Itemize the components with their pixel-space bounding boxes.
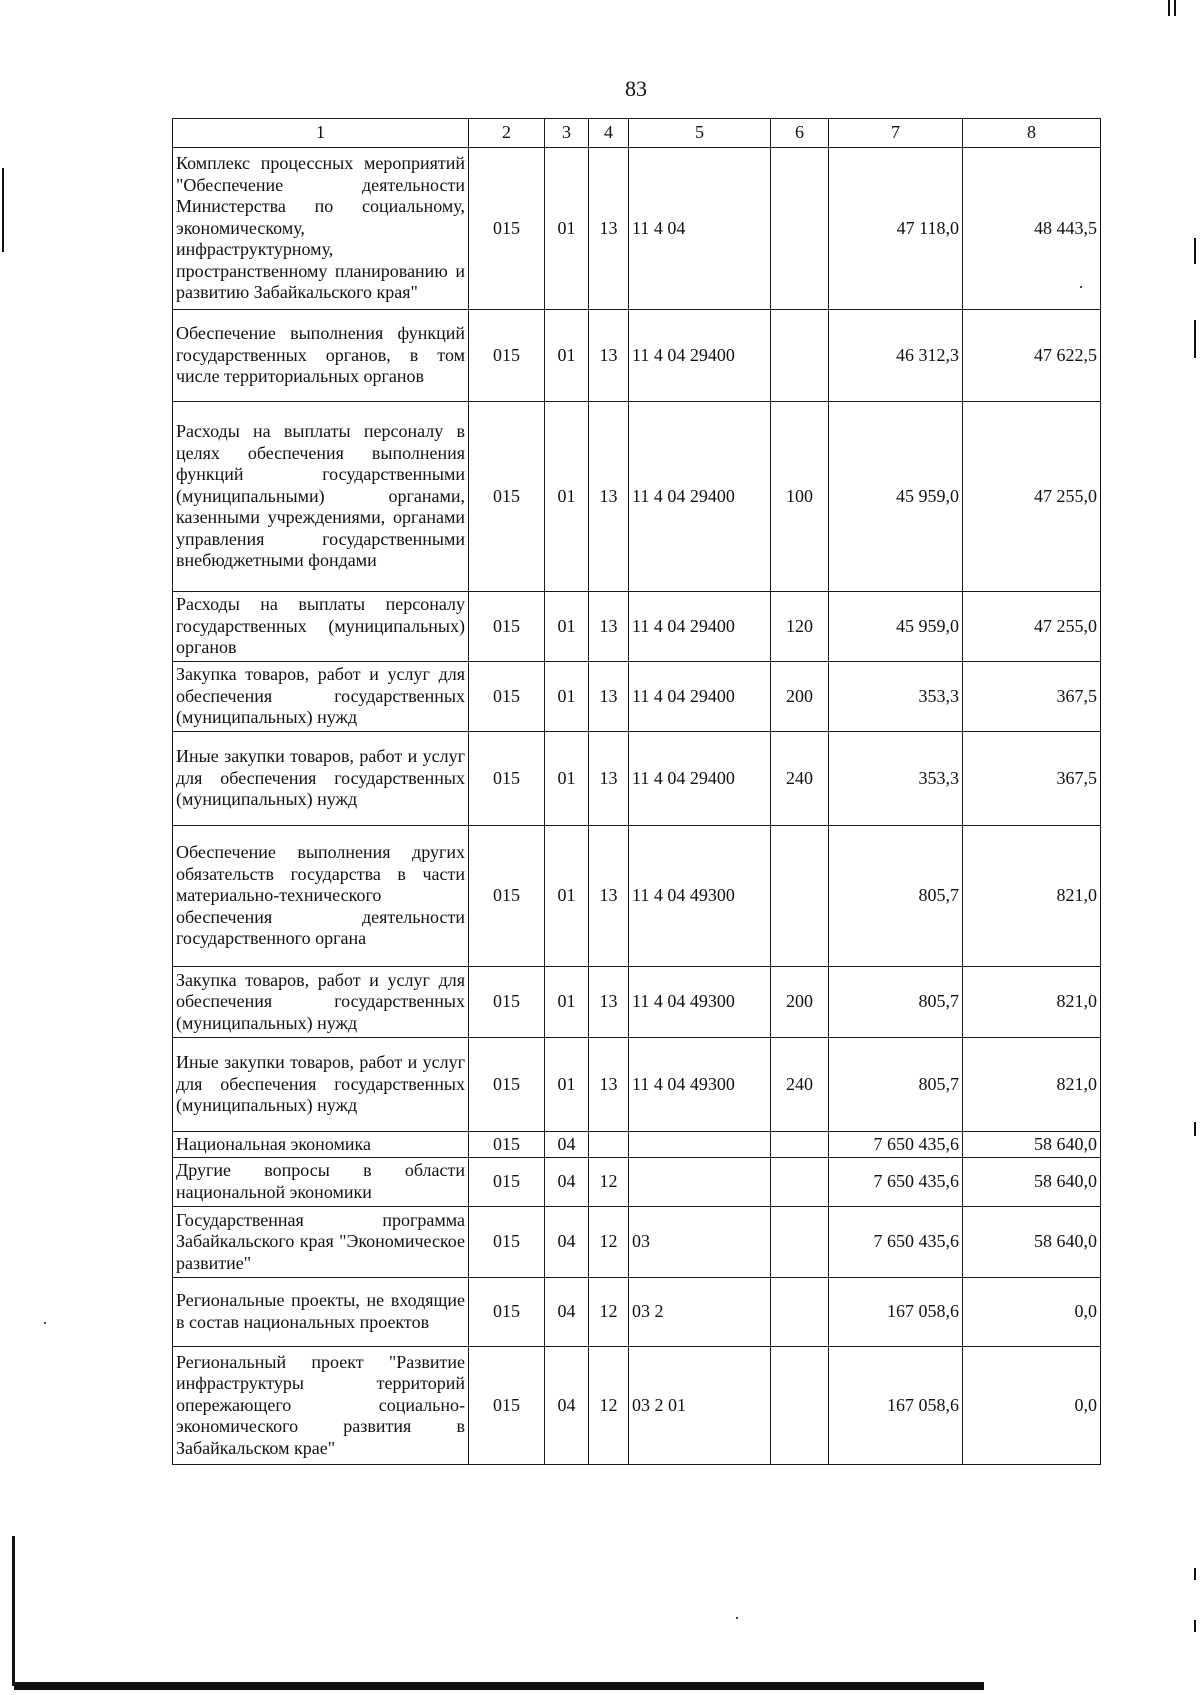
cell-subsection: 12 — [589, 1207, 629, 1278]
cell-expense-type — [771, 826, 829, 967]
cell-section: 01 — [545, 148, 589, 310]
cell-amount-year2: 47 622,5 — [963, 310, 1101, 402]
cell-target-article: 11 4 04 — [629, 148, 771, 310]
cell-subsection: 13 — [589, 732, 629, 826]
table-row — [173, 1158, 1101, 1207]
cell-target-article: 11 4 04 49300 — [629, 826, 771, 967]
table-row — [173, 592, 1101, 662]
row-name: Другие вопросы в области национальной экономики — [173, 1158, 469, 1207]
cell-subsection: 12 — [589, 1347, 629, 1465]
header-col-4: 4 — [589, 119, 629, 148]
cell-section: 04 — [545, 1207, 589, 1278]
cell-amount-year1: 45 959,0 — [829, 402, 963, 592]
cell-target-article: 11 4 04 29400 — [629, 310, 771, 402]
cell-subsection: 12 — [589, 1158, 629, 1207]
cell-ministry: 015 — [469, 1347, 545, 1465]
header-col-5: 5 — [629, 119, 771, 148]
cell-amount-year2: 367,5 — [963, 732, 1101, 826]
cell-amount-year2: 58 640,0 — [963, 1207, 1101, 1278]
cell-ministry: 015 — [469, 1158, 545, 1207]
cell-subsection: 13 — [589, 662, 629, 732]
cell-amount-year1: 7 650 435,6 — [829, 1207, 963, 1278]
scan-speck — [44, 1322, 46, 1324]
cell-expense-type: 200 — [771, 967, 829, 1038]
cell-amount-year1: 7 650 435,6 — [829, 1158, 963, 1207]
cell-section: 04 — [545, 1132, 589, 1158]
cell-amount-year2: 821,0 — [963, 826, 1101, 967]
cell-subsection: 13 — [589, 967, 629, 1038]
cell-expense-type: 100 — [771, 402, 829, 592]
cell-target-article: 11 4 04 29400 — [629, 732, 771, 826]
cell-subsection: 13 — [589, 310, 629, 402]
scan-edge-right-4 — [1194, 1568, 1196, 1580]
cell-ministry: 015 — [469, 1038, 545, 1132]
row-name: Обеспечение выполнения функций государственных органов, в том числе территориальных органов — [173, 310, 469, 402]
cell-subsection: 13 — [589, 148, 629, 310]
cell-target-article — [629, 1158, 771, 1207]
cell-expense-type: 240 — [771, 1038, 829, 1132]
cell-section: 01 — [545, 967, 589, 1038]
cell-amount-year2: 47 255,0 — [963, 592, 1101, 662]
cell-expense-type: 120 — [771, 592, 829, 662]
scan-edge-left-bottom — [12, 1536, 15, 1686]
table-row — [173, 826, 1101, 967]
cell-amount-year1: 805,7 — [829, 967, 963, 1038]
cell-expense-type: 240 — [771, 732, 829, 826]
cell-expense-type: 200 — [771, 662, 829, 732]
table-row — [173, 967, 1101, 1038]
table-row — [173, 1132, 1101, 1158]
table-row — [173, 1278, 1101, 1347]
cell-expense-type — [771, 1158, 829, 1207]
row-name: Региональные проекты, не входящие в состав национальных проектов — [173, 1278, 469, 1347]
header-row — [173, 119, 1101, 148]
cell-subsection: 13 — [589, 1038, 629, 1132]
row-name: Иные закупки товаров, работ и услуг для обеспечения государственных (муниципальных) нужд — [173, 1038, 469, 1132]
cell-amount-year2: 0,0 — [963, 1347, 1101, 1465]
cell-amount-year1: 167 058,6 — [829, 1347, 963, 1465]
scan-edge-bottom — [14, 1682, 984, 1690]
cell-target-article — [629, 1132, 771, 1158]
cell-expense-type — [771, 1278, 829, 1347]
page-number: 83 — [625, 76, 647, 101]
budget-table — [172, 118, 1101, 1465]
cell-subsection: 13 — [589, 402, 629, 592]
cell-section: 01 — [545, 402, 589, 592]
row-name: Иные закупки товаров, работ и услуг для обеспечения государственных (муниципальных) нужд — [173, 732, 469, 826]
cell-section: 04 — [545, 1278, 589, 1347]
scan-edge-top-right-2 — [1174, 0, 1176, 16]
scan-speck — [736, 1617, 738, 1619]
table-row — [173, 402, 1101, 592]
cell-subsection — [589, 1132, 629, 1158]
cell-target-article: 03 2 — [629, 1278, 771, 1347]
header-col-1: 1 — [173, 119, 469, 148]
row-name: Закупка товаров, работ и услуг для обеспечения государственных (муниципальных) нужд — [173, 967, 469, 1038]
header-col-2: 2 — [469, 119, 545, 148]
cell-target-article: 03 — [629, 1207, 771, 1278]
row-name: Региональный проект "Развитие инфраструктуры территорий опережающего социально-экономического развития в Забайкальском крае" — [173, 1347, 469, 1465]
cell-amount-year2: 0,0 — [963, 1278, 1101, 1347]
cell-amount-year2: 48 443,5 — [963, 148, 1101, 310]
cell-subsection: 13 — [589, 592, 629, 662]
row-name: Обеспечение выполнения других обязательств государства в части материально-технического обеспечения деятельности государственного органа — [173, 826, 469, 967]
cell-ministry: 015 — [469, 826, 545, 967]
cell-expense-type — [771, 310, 829, 402]
cell-target-article: 03 2 01 — [629, 1347, 771, 1465]
cell-target-article: 11 4 04 29400 — [629, 402, 771, 592]
cell-target-article: 11 4 04 29400 — [629, 592, 771, 662]
cell-ministry: 015 — [469, 1278, 545, 1347]
cell-target-article: 11 4 04 49300 — [629, 967, 771, 1038]
cell-expense-type — [771, 148, 829, 310]
table-row — [173, 1207, 1101, 1278]
cell-ministry: 015 — [469, 402, 545, 592]
cell-ministry: 015 — [469, 310, 545, 402]
cell-amount-year2: 821,0 — [963, 967, 1101, 1038]
header-col-7: 7 — [829, 119, 963, 148]
scan-edge-right-5 — [1194, 1620, 1196, 1632]
cell-amount-year1: 7 650 435,6 — [829, 1132, 963, 1158]
scan-speck — [1080, 286, 1082, 288]
cell-subsection: 13 — [589, 826, 629, 967]
cell-section: 01 — [545, 592, 589, 662]
cell-amount-year1: 47 118,0 — [829, 148, 963, 310]
cell-target-article: 11 4 04 29400 — [629, 662, 771, 732]
cell-ministry: 015 — [469, 732, 545, 826]
cell-ministry: 015 — [469, 148, 545, 310]
cell-section: 01 — [545, 1038, 589, 1132]
cell-expense-type — [771, 1132, 829, 1158]
row-name: Расходы на выплаты персоналу в целях обеспечения выполнения функций государственными (муниципальными) органами, казенными учреждениями, органами управления государственными внебюджетными фондами — [173, 402, 469, 592]
cell-amount-year1: 805,7 — [829, 1038, 963, 1132]
scan-edge-right-1 — [1194, 238, 1196, 264]
row-name: Комплекс процессных мероприятий "Обеспечение деятельности Министерства по социальному, экономическому, инфраструктурному, пространственному планированию и развитию Забайкальского края" — [173, 148, 469, 310]
cell-amount-year1: 46 312,3 — [829, 310, 963, 402]
header-col-3: 3 — [545, 119, 589, 148]
table-row — [173, 1347, 1101, 1465]
cell-amount-year1: 167 058,6 — [829, 1278, 963, 1347]
row-name: Расходы на выплаты персоналу государственных (муниципальных) органов — [173, 592, 469, 662]
scan-edge-left-top — [2, 168, 4, 252]
cell-amount-year2: 367,5 — [963, 662, 1101, 732]
cell-amount-year2: 47 255,0 — [963, 402, 1101, 592]
cell-section: 01 — [545, 662, 589, 732]
cell-ministry: 015 — [469, 1132, 545, 1158]
header-col-6: 6 — [771, 119, 829, 148]
cell-section: 04 — [545, 1347, 589, 1465]
cell-subsection: 12 — [589, 1278, 629, 1347]
cell-section: 04 — [545, 1158, 589, 1207]
cell-amount-year1: 805,7 — [829, 826, 963, 967]
cell-amount-year1: 353,3 — [829, 732, 963, 826]
cell-amount-year2: 58 640,0 — [963, 1158, 1101, 1207]
table-row — [173, 732, 1101, 826]
scan-edge-right-3 — [1194, 1122, 1196, 1136]
cell-ministry: 015 — [469, 592, 545, 662]
cell-amount-year2: 58 640,0 — [963, 1132, 1101, 1158]
row-name: Национальная экономика — [173, 1132, 469, 1158]
cell-section: 01 — [545, 310, 589, 402]
cell-section: 01 — [545, 732, 589, 826]
table-row — [173, 1038, 1101, 1132]
table-row — [173, 310, 1101, 402]
cell-ministry: 015 — [469, 1207, 545, 1278]
cell-amount-year2: 821,0 — [963, 1038, 1101, 1132]
row-name: Закупка товаров, работ и услуг для обеспечения государственных (муниципальных) нужд — [173, 662, 469, 732]
cell-expense-type — [771, 1207, 829, 1278]
header-col-8: 8 — [963, 119, 1101, 148]
table-row — [173, 662, 1101, 732]
cell-ministry: 015 — [469, 662, 545, 732]
row-name: Государственная программа Забайкальского края "Экономическое развитие" — [173, 1207, 469, 1278]
cell-section: 01 — [545, 826, 589, 967]
cell-ministry: 015 — [469, 967, 545, 1038]
table-row — [173, 148, 1101, 310]
scan-edge-right-2 — [1194, 320, 1196, 358]
scan-edge-top-right — [1168, 0, 1170, 16]
cell-amount-year1: 45 959,0 — [829, 592, 963, 662]
cell-target-article: 11 4 04 49300 — [629, 1038, 771, 1132]
cell-expense-type — [771, 1347, 829, 1465]
cell-amount-year1: 353,3 — [829, 662, 963, 732]
